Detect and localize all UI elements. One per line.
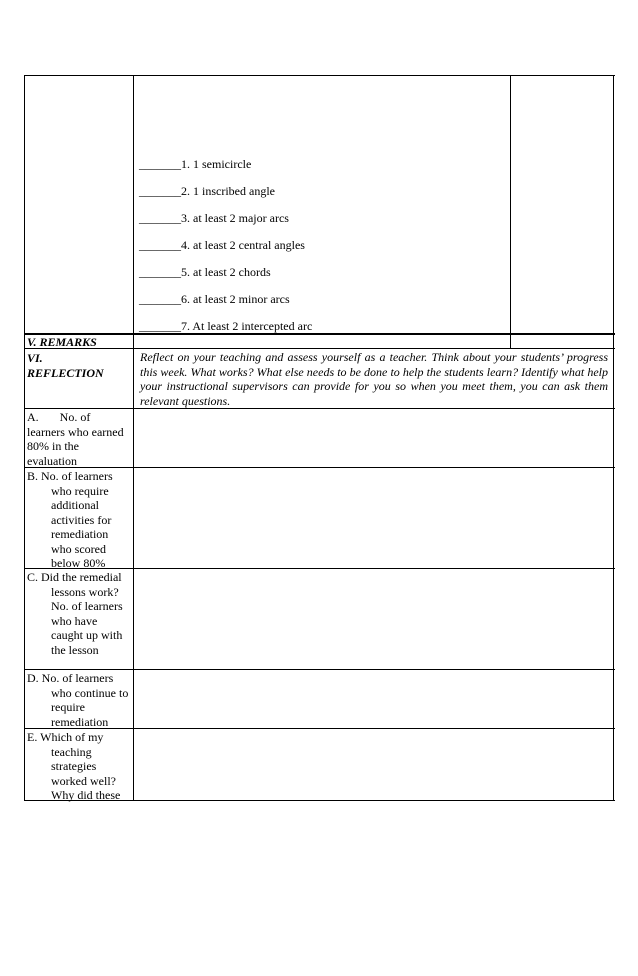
activity-item-5: _______5. at least 2 chords — [139, 265, 271, 279]
table-top-border — [24, 75, 615, 76]
row-a-label: A. No. of learners who earned 80% in the evaluation — [27, 410, 127, 468]
activity-row-bottom-border — [24, 333, 615, 335]
row-d-label: D. No. of learners who continue to require remediation — [27, 671, 129, 729]
table-right-border — [613, 75, 614, 801]
row-b-label: B. No. of learners who require additional activities for remediation who scored below 80% — [27, 469, 113, 570]
reflection-instructions: Reflect on your teaching and assess yourself as a teacher. Think about your students’ progress this week. What works? What else needs to be done to help the students learn? Identify what help your instructional supervisors can provide for you so when you meet them, you can ask them relevant questions. — [140, 350, 608, 408]
row-e-label: E. Which of my teaching strategies worked well? Why did these — [27, 730, 121, 802]
column-divider — [133, 75, 134, 801]
remarks-label: V. REMARKS — [27, 335, 97, 349]
reflection-label-line1: VI. — [27, 351, 43, 365]
reflection-label-line2: REFLECTION — [27, 366, 104, 380]
activity-right-divider — [510, 75, 511, 348]
activity-item-2: _______2. 1 inscribed angle — [139, 184, 275, 198]
activity-item-1: _______1. 1 semicircle — [139, 157, 252, 171]
table-left-border — [24, 75, 25, 801]
remarks-row-bottom-border — [24, 348, 615, 349]
activity-item-4: _______4. at least 2 central angles — [139, 238, 305, 252]
row-c-label: C. Did the remedial lessons work? No. of learners who have caught up with the lesson — [27, 570, 123, 657]
row-c-bottom-border — [24, 669, 615, 670]
activity-item-7: _______7. At least 2 intercepted arc — [139, 319, 313, 333]
activity-item-6: _______6. at least 2 minor arcs — [139, 292, 290, 306]
activity-item-3: _______3. at least 2 major arcs — [139, 211, 289, 225]
